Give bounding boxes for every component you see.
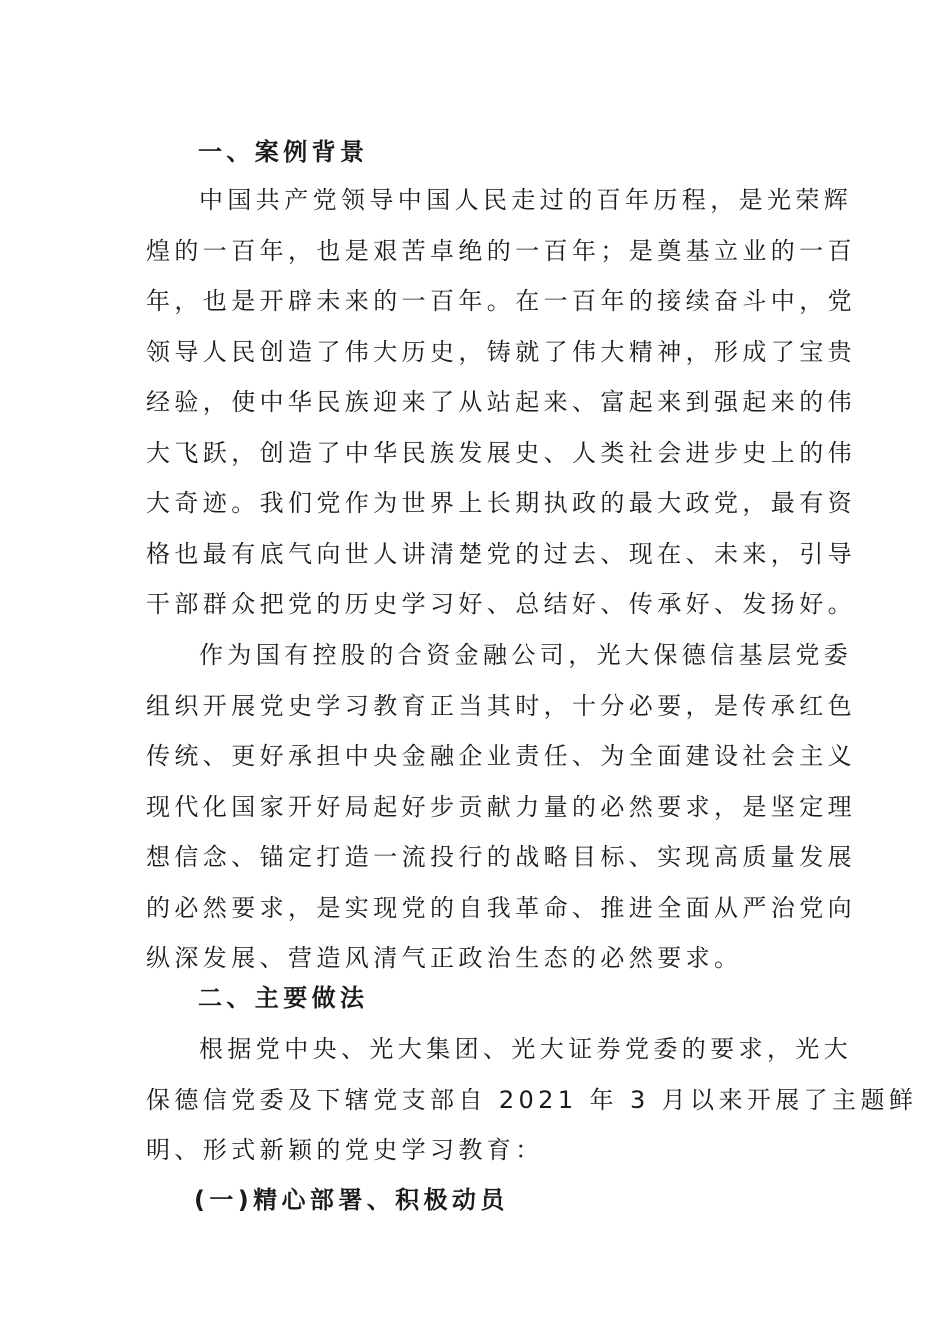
text-line: 大奇迹。我们党作为世界上长期执政的最大政党，最有资: [146, 489, 856, 517]
text-line: 大飞跃，创造了中华民族发展史、人类社会进步史上的伟: [146, 438, 856, 467]
text-line: 明、形式新颖的党史学习教育：: [146, 1136, 544, 1164]
section-heading-main-practices: 二、主要做法: [198, 984, 369, 1012]
text-line: 经验，使中华民族迎来了从站起来、富起来到强起来的伟: [146, 388, 856, 416]
paragraph-requirements: [146, 1024, 917, 1176]
text-line: 现代化国家开好局起好步贡献力量的必然要求，是坚定理: [146, 792, 856, 821]
text-line: 想信念、锚定打造一流投行的战略目标、实现高质量发展: [146, 843, 856, 871]
text-line: 作为国有控股的合资金融公司，光大保德信基层党委: [199, 641, 853, 669]
paragraph-company-role: [146, 630, 856, 984]
subsection-heading-deployment: (一)精心部署、积极动员: [194, 1186, 509, 1214]
text-line: 根据党中央、光大集团、光大证券党委的要求，光大: [199, 1035, 853, 1063]
text-line: 传统、更好承担中央金融企业责任、为全面建设社会主义: [146, 742, 856, 770]
text-line: 领导人民创造了伟大历史，铸就了伟大精神，形成了宝贵: [146, 337, 856, 366]
text-line: 煌的一百年，也是艰苦卓绝的一百年；是奠基立业的一百: [146, 236, 856, 265]
text-line: 年，也是开辟未来的一百年。在一百年的接续奋斗中，党: [146, 287, 856, 315]
text-line: 纵深发展、营造风清气正政治生态的必然要求。: [146, 944, 743, 972]
text-line: 格也最有底气向世人讲清楚党的过去、现在、未来，引导: [146, 539, 856, 568]
text-line: 干部群众把党的历史学习好、总结好、传承好、发扬好。: [146, 590, 856, 618]
text-line: 组织开展党史学习教育正当其时，十分必要，是传承红色: [146, 691, 856, 720]
text-line: 保德信党委及下辖党支部自 2021 年 3 月以来开展了主题鲜: [146, 1085, 918, 1114]
section-heading-background: 一、案例背景: [198, 138, 369, 166]
text-line: 的必然要求，是实现党的自我革命、推进全面从严治党向: [146, 893, 856, 922]
paragraph-centenary: [146, 175, 856, 630]
text-line: 中国共产党领导中国人民走过的百年历程，是光荣辉: [199, 186, 853, 214]
